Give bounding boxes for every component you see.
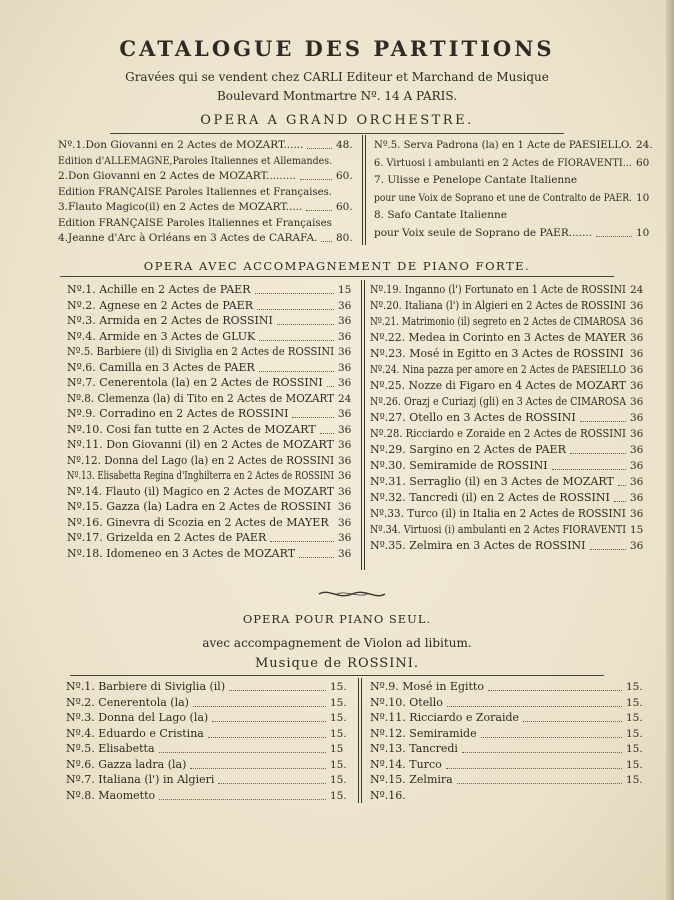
entry-price: 36 xyxy=(630,428,644,440)
entry-price: 60. xyxy=(336,170,353,182)
dot-leader xyxy=(229,690,326,691)
catalogue-entry: Edition FRANÇAISE Paroles Italiennes et Françaises xyxy=(58,216,332,229)
entry-price: 36 xyxy=(338,547,352,560)
dot-leader xyxy=(596,236,632,237)
entry-price: 10 xyxy=(636,191,650,204)
catalogue-entry: Nº.13. Elisabetta Regina d'Inghilterra en 2 Actes de ROSSINI xyxy=(67,469,334,482)
dot-leader xyxy=(320,433,334,434)
entry-price: 80. xyxy=(336,232,353,244)
dot-leader xyxy=(208,737,326,738)
dot-leader xyxy=(614,501,626,502)
entry-price: 36 xyxy=(630,476,644,488)
dot-leader xyxy=(306,210,332,211)
dot-leader xyxy=(292,417,334,418)
entry-price: 36 xyxy=(338,299,352,312)
entry-price: 15. xyxy=(330,712,347,724)
entry-price: 15. xyxy=(626,727,643,740)
column-divider xyxy=(361,678,362,803)
entry-price: 15. xyxy=(626,681,643,693)
catalogue-entry: Nº.23. Mosé in Egitto en 3 Actes de ROSSINI xyxy=(370,347,624,360)
entry-price: 15. xyxy=(330,774,347,786)
publisher-line: Gravées qui se vendent chez CARLI Editeur et Marchand de Musique xyxy=(125,70,549,84)
dot-leader xyxy=(481,737,622,738)
dot-leader xyxy=(552,469,626,470)
column-divider xyxy=(365,135,366,245)
catalogue-entry: Nº.6. Gazza ladra (la) xyxy=(66,757,187,771)
catalogue-entry: Nº.32. Tancredi (il) en 2 Actes de ROSSINI xyxy=(370,491,610,504)
dot-leader xyxy=(462,752,622,753)
dot-leader xyxy=(159,752,326,753)
entry-price: 15. xyxy=(330,789,347,802)
entry-price: 36 xyxy=(338,330,352,343)
catalogue-entry: Nº.35. Zelmira en 3 Actes de ROSSINI xyxy=(370,539,586,552)
entry-price: 36 xyxy=(338,361,352,374)
entry-price: 10 xyxy=(636,226,650,239)
catalogue-entry: Nº.11. Don Giovanni (il) en 2 Actes de MOZART xyxy=(67,438,334,451)
entry-price: 60 xyxy=(636,156,650,169)
piano-forte-heading: OPERA AVEC ACCOMPAGNEMENT DE PIANO FORTE. xyxy=(143,259,531,273)
catalogue-entry: Nº.14. Flauto (il) Magico en 2 Actes de MOZART xyxy=(67,484,335,498)
entry-price: 24 xyxy=(630,284,644,296)
entry-price: 36 xyxy=(338,315,352,327)
entry-price: 36 xyxy=(630,316,644,328)
entry-price: 15. xyxy=(330,758,347,771)
catalogue-entry: Nº.10. Otello xyxy=(370,695,443,709)
column-divider xyxy=(358,678,359,803)
entry-price: 15. xyxy=(626,696,643,709)
entry-price: 36 xyxy=(338,377,352,389)
catalogue-entry: Nº.25. Nozze di Figaro en 4 Actes de MOZART xyxy=(370,379,626,392)
catalogue-entry: Nº.21. Matrimonio (il) segreto en 2 Actes de CIMAROSA xyxy=(370,315,626,328)
column-divider xyxy=(361,280,362,570)
catalogue-entry: Nº.22. Medea in Corinto en 3 Actes de MAYER xyxy=(370,331,626,344)
entry-price: 36 xyxy=(630,396,644,408)
catalogue-entry: Nº.19. Inganno (l') Fortunato en 1 Acte de ROSSINI xyxy=(370,283,626,296)
entry-price: 15. xyxy=(626,743,643,755)
catalogue-entry: Nº.2. Cenerentola (la) xyxy=(66,695,189,709)
entry-price: 36 xyxy=(630,364,644,376)
catalogue-entry: pour une Voix de Soprano et une de Contralto de PAER. xyxy=(374,191,632,204)
catalogue-entry: 4.Jeanne d'Arc à Orléans en 3 Actes de CARAFA. xyxy=(58,232,318,244)
catalogue-title: CATALOGUE DES PARTITIONS xyxy=(119,36,555,61)
dot-leader xyxy=(218,783,326,784)
entry-price: 36 xyxy=(338,346,352,358)
catalogue-entry: 6. Virtuosi i ambulanti en 2 Actes de FIORAVENTI... xyxy=(374,156,633,169)
dot-leader xyxy=(618,485,626,486)
dot-leader xyxy=(212,721,326,722)
catalogue-entry: Nº.15. Zelmira xyxy=(370,773,453,786)
entry-price: 36 xyxy=(630,508,644,520)
dot-leader xyxy=(257,309,334,310)
entry-price: 15. xyxy=(626,758,643,771)
dot-leader xyxy=(255,293,335,294)
dot-leader xyxy=(259,340,334,341)
catalogue-entry: Nº.13. Tancredi xyxy=(370,742,458,755)
entry-price: 60. xyxy=(336,201,353,213)
catalogue-entry: Nº.11. Ricciardo e Zoraide xyxy=(370,711,520,724)
catalogue-entry: 2.Don Giovanni en 2 Actes de MOZART......... xyxy=(58,170,297,182)
dot-leader xyxy=(488,690,622,691)
divider xyxy=(60,276,614,277)
violon-line: avec accompagnement de Violon ad libitum. xyxy=(202,636,472,650)
dot-leader xyxy=(159,799,326,800)
dot-leader xyxy=(523,721,622,722)
catalogue-entry: Nº.16. xyxy=(370,788,406,802)
ornament-flourish-icon xyxy=(317,586,387,602)
dot-leader xyxy=(327,386,334,387)
entry-price: 15. xyxy=(626,774,643,786)
dot-leader xyxy=(299,557,334,558)
entry-price: 15 xyxy=(338,284,352,296)
dot-leader xyxy=(270,541,334,542)
dot-leader xyxy=(259,371,334,372)
dot-leader xyxy=(570,453,626,454)
catalogue-entry: Nº.4. Armide en 3 Actes de GLUK xyxy=(67,329,256,343)
catalogue-entry: Nº.2. Agnese en 2 Actes de PAER xyxy=(67,298,253,312)
address-line: Boulevard Montmartre Nº. 14 A PARIS. xyxy=(216,89,458,103)
catalogue-entry: Nº.1. Achille en 2 Actes de PAER xyxy=(67,283,251,296)
catalogue-entry: Nº.5. Serva Padrona (la) en 1 Acte de PAESIELLO. xyxy=(374,139,632,151)
dot-leader xyxy=(277,324,334,325)
catalogue-entry: Nº.5. Elisabetta xyxy=(66,742,155,755)
catalogue-entry: Nº.10. Cosi fan tutte en 2 Actes de MOZART xyxy=(67,422,316,436)
entry-price: 15 xyxy=(630,524,644,536)
grand-orchestre-heading: OPERA A GRAND ORCHESTRE. xyxy=(200,113,474,128)
entry-price: 36 xyxy=(630,540,644,552)
dot-leader xyxy=(307,148,332,149)
catalogue-entry: Nº.16. Ginevra di Scozia en 2 Actes de MAYER xyxy=(67,515,329,529)
catalogue-entry: Nº.9. Corradino en 2 Actes de ROSSINI xyxy=(67,407,289,420)
catalogue-entry: Nº.24. Nina pazza per amore en 2 Actes de PAESIELLO xyxy=(370,363,627,376)
catalogue-entry: Nº.27. Otello en 3 Actes de ROSSINI xyxy=(370,411,576,424)
entry-price: 24. xyxy=(636,139,653,151)
entry-price: 36 xyxy=(338,516,352,529)
catalogue-entry: Nº.28. Ricciardo e Zoraide en 2 Actes de ROSSINI xyxy=(370,427,626,440)
catalogue-entry: Nº.34. Virtuosi (i) ambulanti en 2 Actes FIORAVENTI xyxy=(370,523,626,536)
entry-price: 36 xyxy=(630,300,644,312)
catalogue-entry: Nº.9. Mosé in Egitto xyxy=(370,680,484,693)
column-divider xyxy=(364,280,365,570)
catalogue-entry: Nº.17. Grizelda en 2 Actes de PAER xyxy=(67,531,267,544)
page-edge xyxy=(666,0,674,900)
column-divider xyxy=(362,135,363,245)
entry-price: 36 xyxy=(338,470,352,482)
dot-leader xyxy=(190,768,326,769)
entry-price: 15. xyxy=(330,727,347,740)
dot-leader xyxy=(447,706,622,707)
catalogue-entry: Nº.14. Turco xyxy=(370,757,442,771)
entry-price: 15 xyxy=(330,743,344,755)
catalogue-entry: Nº.15. Gazza (la) Ladra en 2 Actes de ROSSINI xyxy=(67,500,331,513)
entry-price: 36 xyxy=(630,332,644,344)
piano-seul-heading: OPERA POUR PIANO SEUL. xyxy=(242,612,432,626)
entry-price: 36 xyxy=(338,423,352,436)
catalogue-entry: Nº.8. Clemenza (la) di Tito en 2 Actes de MOZART xyxy=(67,391,335,405)
entry-price: 15. xyxy=(626,712,643,724)
entry-price: 36 xyxy=(338,485,352,498)
catalogue-entry: 7. Ulisse e Penelope Cantate Italienne xyxy=(374,174,578,186)
catalogue-entry: Nº.4. Eduardo e Cristina xyxy=(66,726,204,740)
entry-price: 36 xyxy=(630,444,644,456)
catalogue-entry: Nº.7. Italiana (l') in Algieri xyxy=(66,773,215,786)
catalogue-entry: 8. Safo Cantate Italienne xyxy=(374,209,507,221)
entry-price: 36 xyxy=(630,412,644,424)
entry-price: 36 xyxy=(630,492,644,504)
catalogue-entry: 3.Flauto Magico(il) en 2 Actes de MOZART..... xyxy=(58,201,303,213)
dot-leader xyxy=(580,421,626,422)
entry-price: 36 xyxy=(338,532,352,544)
entry-price: 15. xyxy=(330,681,347,693)
catalogue-entry: Nº.20. Italiana (l') in Algieri en 2 Actes de ROSSINI xyxy=(370,299,626,312)
entry-price: 36 xyxy=(630,380,644,392)
catalogue-entry: Nº.5. Barbiere (il) di Siviglia en 2 Actes de ROSSINI xyxy=(67,345,335,358)
catalogue-entry: Nº.29. Sargino en 2 Actes de PAER xyxy=(370,443,566,456)
catalogue-entry: Nº.3. Donna del Lago (la) xyxy=(66,711,209,724)
catalogue-entry: Nº.6. Camilla en 3 Actes de PAER xyxy=(67,360,255,374)
catalogue-entry: Nº.1. Barbiere di Siviglia (il) xyxy=(66,680,226,693)
catalogue-entry: Nº.1.Don Giovanni en 2 Actes de MOZART...... xyxy=(58,139,304,151)
catalogue-entry: pour Voix seule de Soprano de PAER....... xyxy=(374,226,593,239)
catalogue-entry: Edition d'ALLEMAGNE,Paroles Italiennes et Allemandes. xyxy=(58,154,333,167)
entry-price: 36 xyxy=(338,501,352,513)
catalogue-entry: Nº.12. Semiramide xyxy=(370,726,477,740)
entry-price: 15. xyxy=(330,696,347,709)
dot-leader xyxy=(446,768,622,769)
divider xyxy=(70,675,604,676)
catalogue-entry: Nº.30. Semiramide de ROSSINI xyxy=(370,459,548,472)
catalogue-entry: Nº.26. Orazj e Curiazj (gli) en 3 Actes de CIMAROSA xyxy=(370,395,627,408)
entry-price: 36 xyxy=(338,439,352,451)
catalogue-entry: Nº.18. Idomeneo en 3 Actes de MOZART xyxy=(67,546,296,560)
catalogue-entry: Nº.7. Cenerentola (la) en 2 Actes de ROSSINI xyxy=(67,376,323,389)
dot-leader xyxy=(457,783,622,784)
entry-price: 36 xyxy=(630,348,644,360)
catalogue-entry: Nº.8. Maometto xyxy=(66,788,156,802)
catalogue-entry: Nº.3. Armida en 2 Actes de ROSSINI xyxy=(67,314,273,327)
entry-price: 48. xyxy=(336,139,353,151)
dot-leader xyxy=(300,179,332,180)
catalogue-entry: Nº.12. Donna del Lago (la) en 2 Actes de ROSSINI xyxy=(67,453,335,467)
catalogue-entry: Nº.31. Serraglio (il) en 3 Actes de MOZART xyxy=(370,475,614,488)
entry-price: 36 xyxy=(338,408,352,420)
dot-leader xyxy=(590,549,626,550)
dot-leader xyxy=(193,706,326,707)
dot-leader xyxy=(321,241,332,242)
divider xyxy=(110,133,564,134)
entry-price: 36 xyxy=(630,460,644,472)
entry-price: 36 xyxy=(338,454,352,467)
catalogue-entry: Edition FRANÇAISE Paroles Italiennes et Françaises. xyxy=(58,185,332,198)
catalogue-entry: Nº.33. Turco (il) in Italia en 2 Actes de ROSSINI xyxy=(370,507,626,520)
rossini-line: Musique de ROSSINI. xyxy=(255,656,419,671)
entry-price: 24 xyxy=(338,392,352,405)
